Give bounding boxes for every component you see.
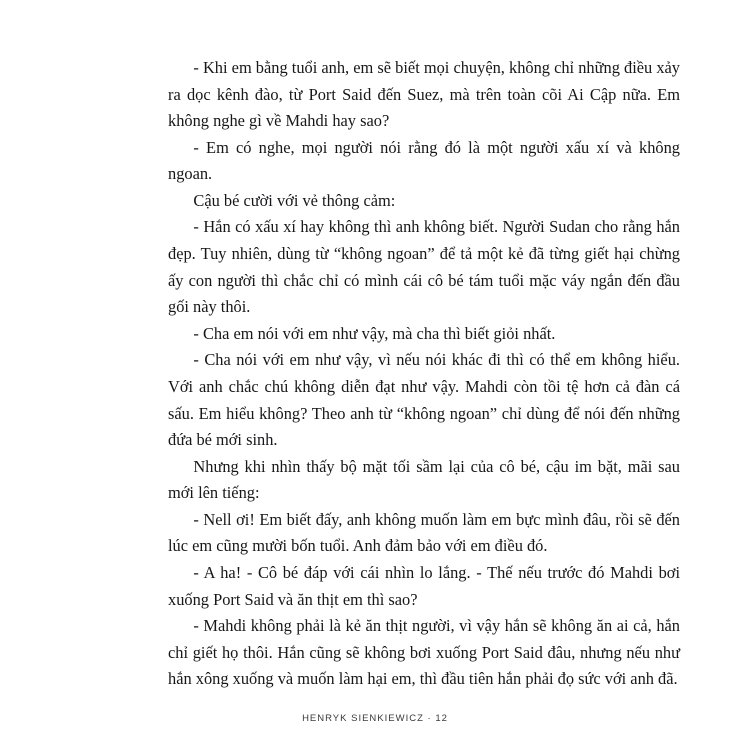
footer-author: HENRYK SIENKIEWICZ: [302, 713, 424, 724]
paragraph: - Khi em bằng tuổi anh, em sẽ biết mọi chuyện, không chỉ những điều xảy ra dọc kênh đào, từ Port Said đến Suez, mà trên toàn cõi Ai Cập nữa. Em không nghe gì về Mahdi hay sao?: [168, 58, 680, 131]
footer-page-number: 12: [435, 713, 448, 724]
paragraph: - Cha em nói với em như vậy, mà cha thì biết giỏi nhất.: [193, 323, 556, 343]
paragraph: - Cha nói với em như vậy, vì nếu nói khác đi thì có thể em không hiểu. Với anh chắc chú không diễn đạt như vậy. Mahdi còn tồi tệ hơn cả đàn cá sấu. Em hiểu không? Theo anh từ “không ngoan” chỉ dùng để nói đến những đứa bé mới sinh.: [168, 350, 680, 450]
paragraph: - Hắn có xấu xí hay không thì anh không biết. Người Sudan cho rằng hắn đẹp. Tuy nhiên, dùng từ “không ngoan” để tả một kẻ đã từng giết hại chừng ấy con người thì chắc chỉ có mình cái cô bé tám tuổi mặc váy ngắn đến đầu gối này thôi.: [168, 217, 680, 317]
footer-separator: ·: [427, 713, 432, 724]
paragraph: Cậu bé cười với vẻ thông cảm:: [193, 190, 396, 210]
page-footer: [0, 713, 750, 724]
page-body: [168, 55, 680, 693]
paragraph: - A ha! - Cô bé đáp với cái nhìn lo lắng. - Thế nếu trước đó Mahdi bơi xuống Port Said và ăn thịt em thì sao?: [168, 562, 680, 609]
paragraph: - Nell ơi! Em biết đấy, anh không muốn làm em bực mình đâu, rồi sẽ đến lúc em cũng mười bốn tuổi. Anh đảm bảo với em điều đó.: [168, 509, 680, 556]
paragraph: Nhưng khi nhìn thấy bộ mặt tối sầm lại của cô bé, cậu im bặt, mãi sau mới lên tiếng:: [168, 456, 680, 503]
paragraph: - Em có nghe, mọi người nói rằng đó là một người xấu xí và không ngoan.: [168, 137, 680, 184]
paragraph: - Mahdi không phải là kẻ ăn thịt người, vì vậy hắn sẽ không ăn ai cả, hắn chỉ giết họ thôi. Hắn cũng sẽ không bơi xuống Port Said đâu, nhưng nếu như hắn xông xuống và muốn làm hại em, thì đầu tiên hắn phải đọ sức với anh đã.: [168, 616, 680, 689]
